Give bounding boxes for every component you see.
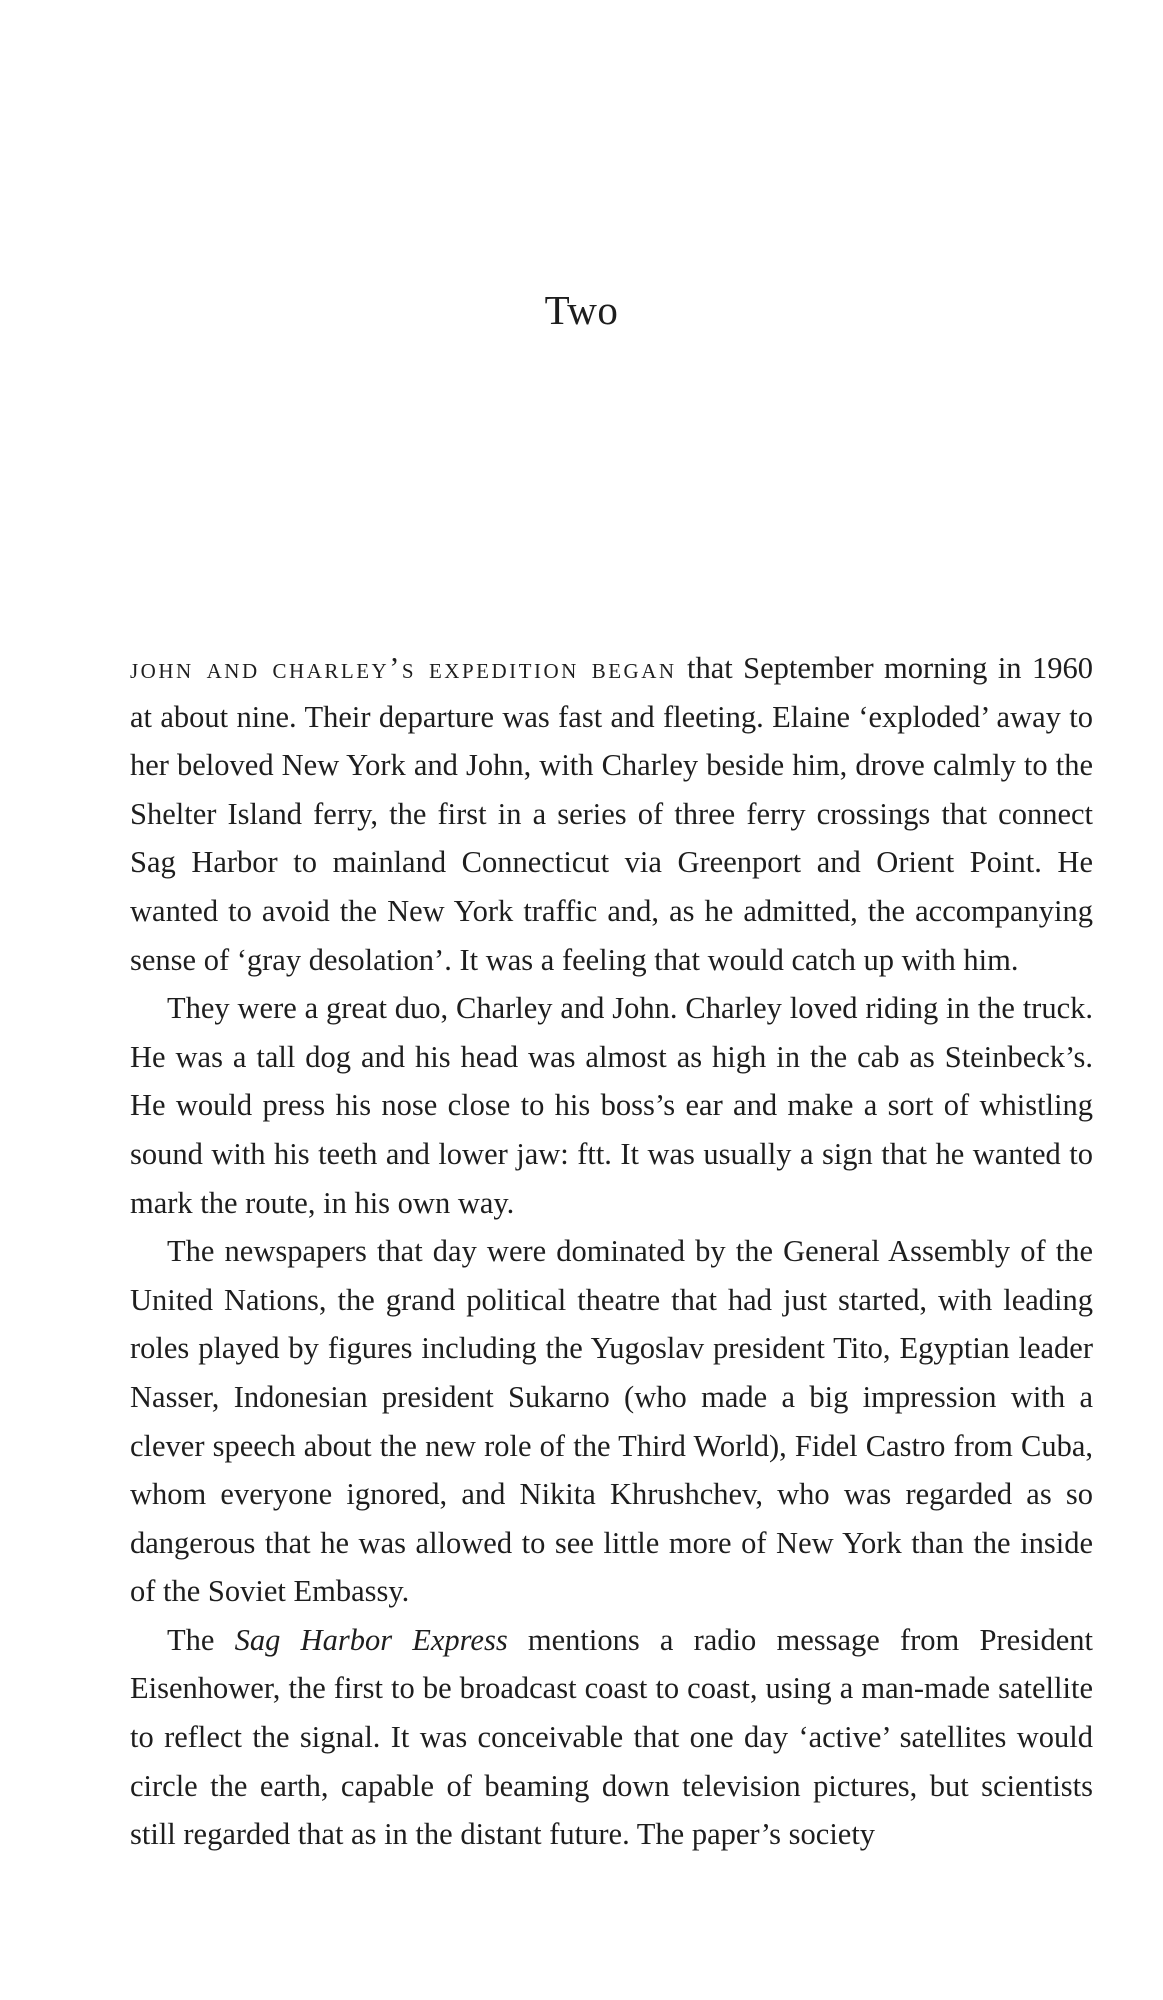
chapter-body	[130, 644, 1093, 1859]
paragraph-4-text-before: The	[167, 1622, 235, 1657]
chapter-title: Two	[544, 287, 619, 333]
paragraph-2: They were a great duo, Charley and John. Charley loved riding in the truck. He was a tall dog and his head was almost as high in the cab as Steinbeck’s. He would press his nose close to his boss’s ear and make a sort of whistling sound with his teeth and lower jaw: ftt. It was usually a sign that he wanted to mark the route, in his own way.	[130, 991, 1093, 1220]
newspaper-title: Sag Harbor Express	[234, 1622, 508, 1657]
paragraph-1	[130, 644, 1093, 984]
paragraph-3: The newspapers that day were dominated by the General Assembly of the United Nations, the grand political theatre that had just started, with leading roles played by figures including the Yugoslav president Tito, Egyptian leader Nasser, Indonesian president Sukarno (who made a big impression with a clever speech about the new role of the Third World), Fidel Castro from Cuba, whom everyone ignored, and Nikita Khrushchev, who was regarded as so dangerous that he was allowed to see little more of New York than the inside of the Soviet Embassy.	[130, 1234, 1093, 1609]
paragraph-1-text: that September morning in 1960 at about nine. Their departure was fast and fleeting. Elaine ‘exploded’ away to her beloved New York and John, with Charley beside him, drove calmly to the Shelter Island ferry, the first in a series of three ferry crossings that connect Sag Harbor to mainland Connecticut via Greenport and Orient Point. He wanted to avoid the New York traffic and, as he admitted, the accompanying sense of ‘gray desolation’. It was a feeling that would catch up with him.	[130, 651, 1093, 977]
lead-in-smallcaps: john and charley’s expedition began	[130, 651, 677, 685]
paragraph-4	[130, 1616, 1093, 1859]
paragraph-4-text-after: mentions a radio message from President Eisenhower, the first to be broadcast coast to coast, using a man-made satellite to reflect the signal. It was conceivable that one day ‘active’ satellites would circle the earth, capable of beaming down television pictures, but scientists still regarded that as in the distant future. The paper’s society	[130, 1622, 1093, 1852]
